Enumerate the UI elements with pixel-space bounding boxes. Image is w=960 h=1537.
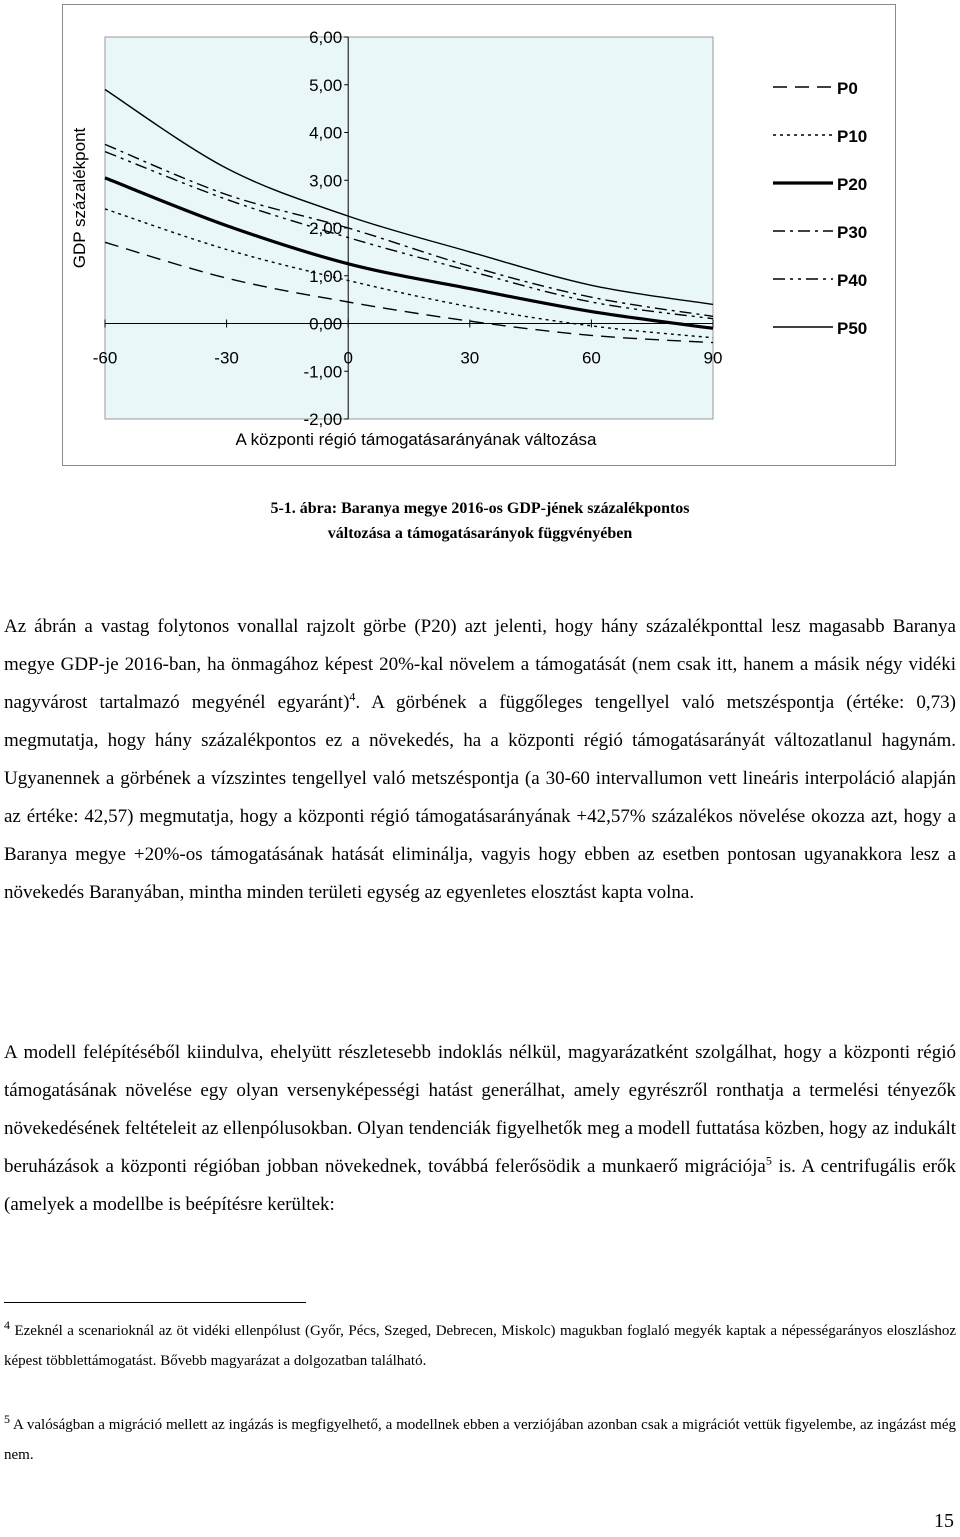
legend-label-p30: P30 bbox=[837, 223, 868, 242]
x-tick-label: 90 bbox=[703, 348, 723, 368]
figure-caption-line-2: változása a támogatásarányok függvényében bbox=[327, 525, 633, 542]
y-tick-label: -2,00 bbox=[303, 410, 343, 429]
y-tick-label: 5,00 bbox=[309, 75, 343, 95]
paragraph-2: A modell felépítéséből kiindulva, ehelyütt részletesebb indoklás nélkül, magyarázatként szolgálhat, hogy a központi régió támogatásának növelése egy olyan versenyképességi hatást generálhat, amely egyrészről ronthatja a termelési tényezők növekedésének feltételeit az ellenpólusokban. Olyan tendenciák figyelhetők meg a modell futtatása közben, hogy az indukált beruházások a központi régióban jobban növekednek, továbbá felerősödik a munkaerő migrációja$^5$ is. A centrifugális erők (amelyek a modellbe is beépítésre kerültek: bbox=[4, 1042, 956, 1215]
legend-label-p40: P40 bbox=[837, 271, 868, 290]
footnote-ref-5[interactable]: 5 bbox=[765, 1153, 772, 1168]
y-axis-title: GDP százalékpont bbox=[70, 127, 89, 269]
legend-label-p50: P50 bbox=[837, 319, 868, 338]
plot-area bbox=[105, 37, 713, 419]
y-tick-label: 2,00 bbox=[309, 219, 343, 238]
y-tick-label: 3,00 bbox=[309, 171, 343, 191]
footnote-4: $^4$ Ezeknél a scenarioknál az öt vidéki ellenpólust (Győr, Pécs, Szeged, Debrecen, Miskolc) magukban foglaló megyék kaptak a népességarányos eloszláshoz képest többlettámogatást. Bővebb magyarázat a dolgozatban található. bbox=[4, 1318, 956, 1369]
x-tick-label: -30 bbox=[214, 348, 239, 368]
y-tick-label: 4,00 bbox=[309, 123, 343, 143]
y-tick-label: 6,00 bbox=[309, 28, 343, 47]
footnote-5: $^5$ A valóságban a migráció mellett az ingázás is megfigyelhető, a modellnek ebben a verziójában azonban csak a migrációt vettük figyelembe, az ingázást még nem. bbox=[4, 1412, 956, 1463]
footnote-separator bbox=[4, 1302, 306, 1303]
y-tick-label: 0,00 bbox=[309, 314, 343, 334]
x-tick-label: 30 bbox=[460, 348, 480, 368]
figure-caption-line-1: 5-1. ábra: Baranya megye 2016-os GDP-jének százalékpontos bbox=[270, 500, 690, 517]
footnote-ref-4[interactable]: 4 bbox=[349, 689, 356, 704]
chart-frame bbox=[62, 4, 896, 466]
legend-label-p0: P0 bbox=[837, 79, 858, 98]
line-chart bbox=[63, 5, 895, 465]
y-tick-label: -1,00 bbox=[303, 362, 343, 382]
x-tick-label: 60 bbox=[581, 348, 601, 368]
x-tick-label: -60 bbox=[92, 348, 118, 368]
page-number: 15 bbox=[934, 1510, 954, 1532]
legend-label-p10: P10 bbox=[837, 127, 868, 146]
legend-label-p20: P20 bbox=[837, 175, 868, 194]
x-tick-label: 0 bbox=[343, 348, 353, 368]
paragraph-1: Az ábrán a vastag folytonos vonallal rajzolt görbe (P20) azt jelenti, hogy hány százalékponttal lesz magasabb Baranya megye GDP-je 2016-ban, ha önmagához képest 20%-kal növelem a támogatását (nem csak itt, hanem a másik négy vidéki nagyvárost tartalmazó megyénél egyaránt)$^4$. A görbének a függőleges tengellyel való metszéspontja (értéke: 0,73) megmutatja, hogy hány százalékpontos ez a növekedés, ha a központi régió támogatásarányát változatlanul hagynám. Ugyanennek a görbének a vízszintes tengellyel való metszéspontja (a 30-60 intervallumon vett lineáris interpoláció alapján az értéke: 42,57) megmutatja, hogy a központi régió támogatásarányának +42,57% százalékos növelése okozza azt, hogy a Baranya megye +20%-os támogatásának hatását eliminálja, vagyis hogy ebben az esetben pontosan ugyanakkora lesz a növekedés Baranyában, mintha minden területi egység az egyenletes elosztást kapta volna. bbox=[4, 616, 956, 903]
x-axis-title: A központi régió támogatásarányának változása bbox=[235, 430, 597, 449]
y-tick-label: 1,00 bbox=[309, 266, 343, 286]
